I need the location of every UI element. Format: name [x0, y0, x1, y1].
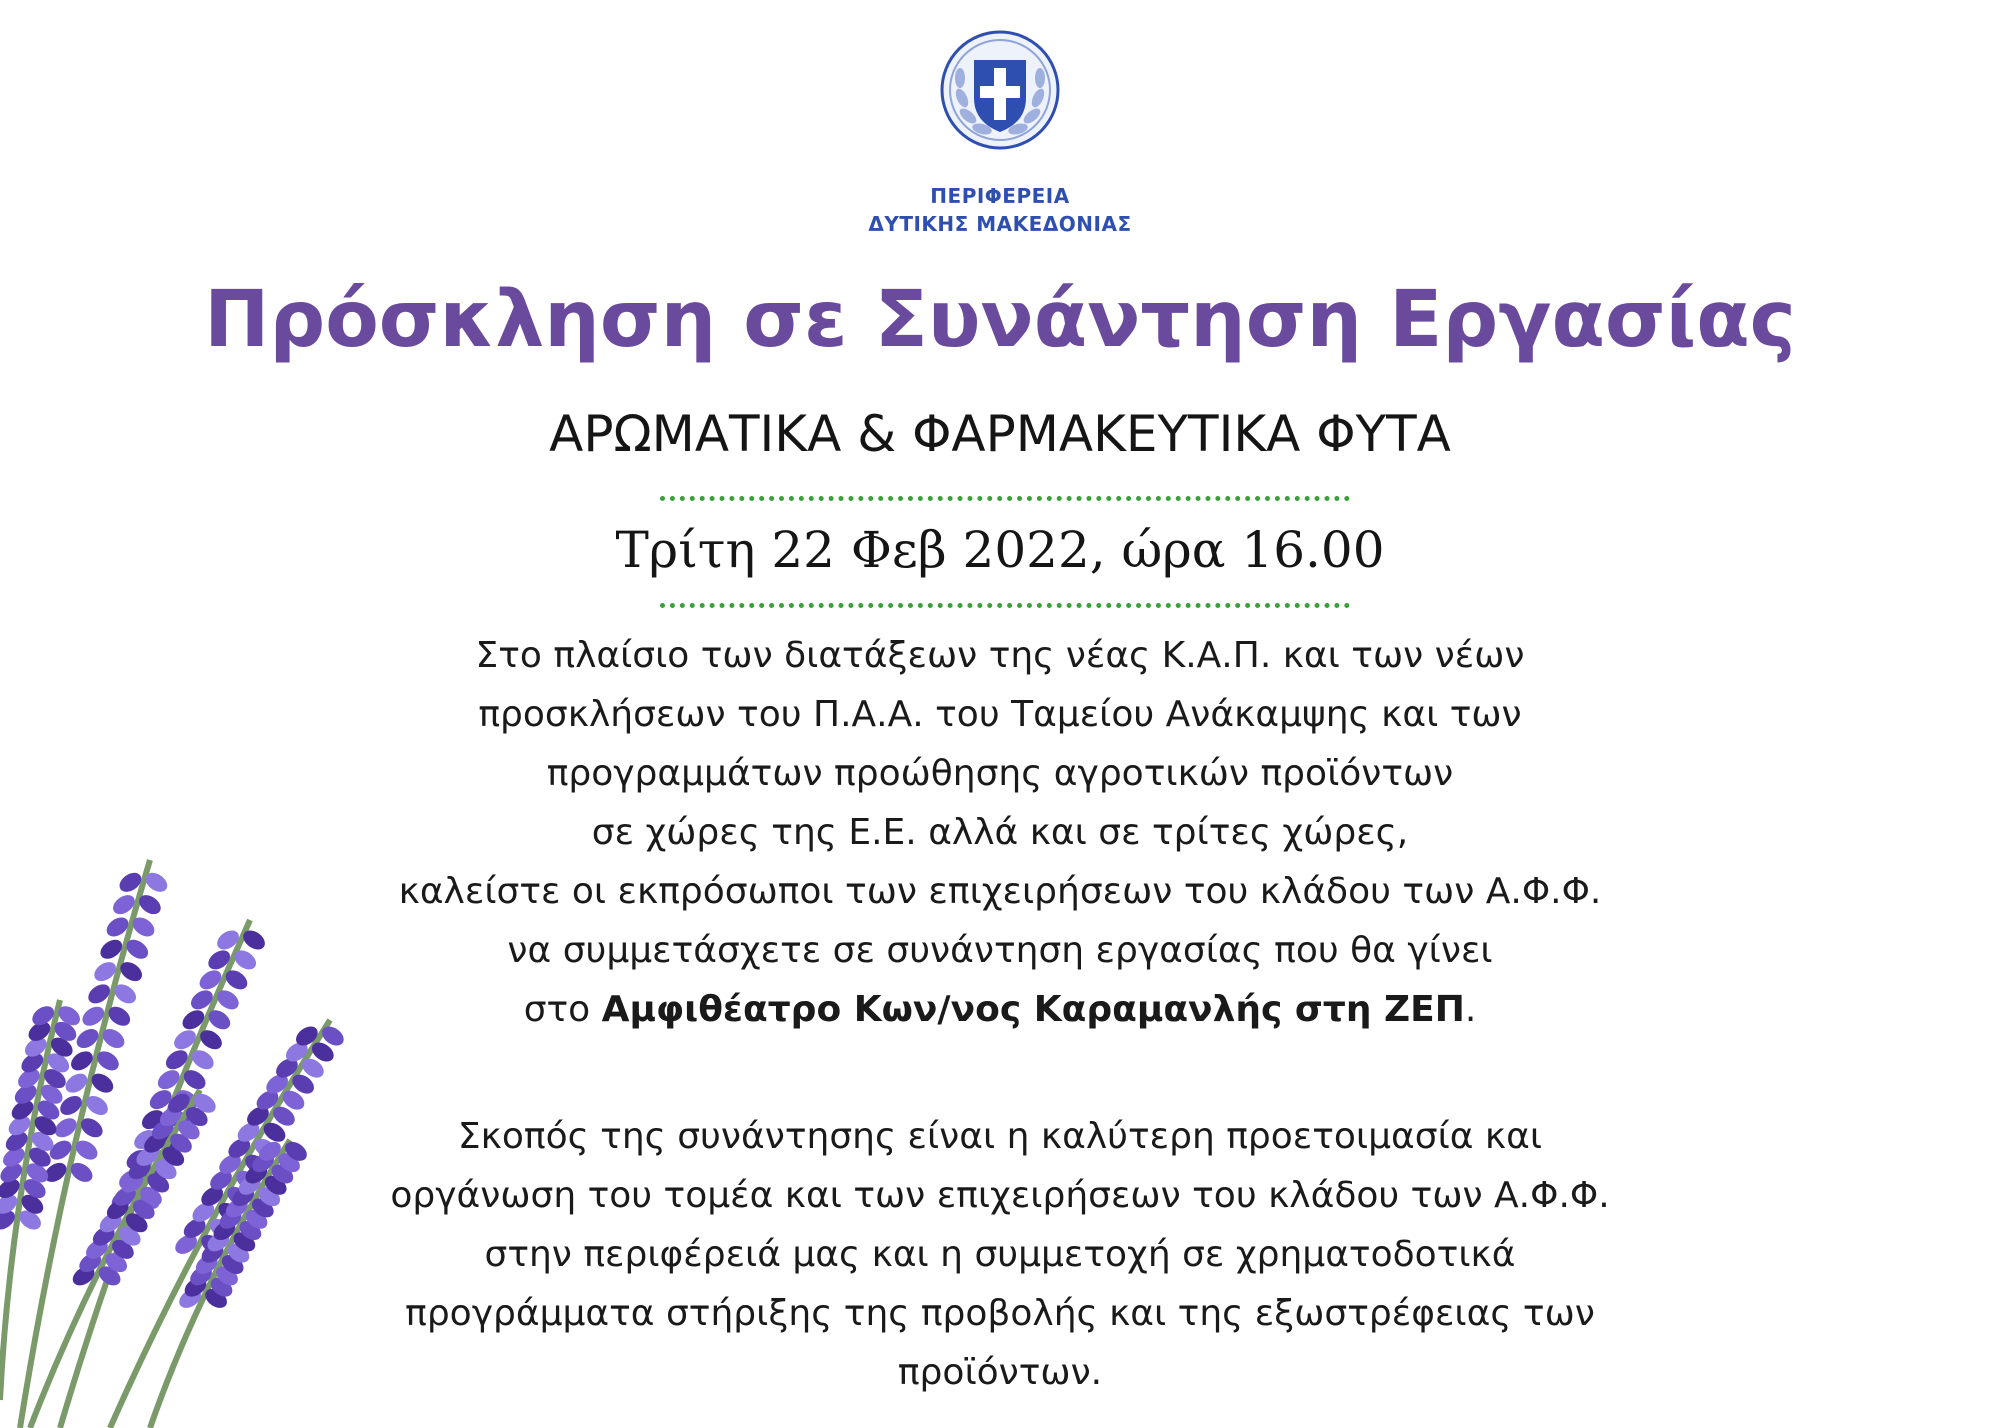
paragraph-line: προσκλήσεων του Π.Α.Α. του Ταμείου Ανάκαμψης και των [478, 694, 1522, 735]
paragraph-line: προϊόντων. [897, 1352, 1103, 1393]
paragraph-line: οργάνωση του τομέα και των επιχειρήσεων του κλάδου των Α.Φ.Φ. [390, 1175, 1610, 1216]
paragraph-line: προγραμμάτων προώθησης αγροτικών προϊόντων [546, 753, 1454, 794]
dotted-divider-bottom [660, 603, 1350, 608]
region-line-1: ΠΕΡΙΦΕΡΕΙΑ [930, 184, 1070, 208]
greek-cross-emblem-icon [938, 28, 1062, 152]
paragraph-line: σε χώρες της Ε.Ε. αλλά και σε τρίτες χώρες, [591, 812, 1409, 853]
lavender-flowers-icon [0, 840, 380, 1428]
region-name [800, 182, 1200, 238]
venue-prefix: στο [523, 989, 602, 1030]
region-line-2: ΔΥΤΙΚΗΣ ΜΑΚΕΔΟΝΙΑΣ [868, 212, 1132, 236]
event-date: Τρίτη 22 Φεβ 2022, ώρα 16.00 [615, 521, 1385, 579]
paragraph-line: καλείστε οι εκπρόσωποι των επιχειρήσεων του κλάδου των Α.Φ.Φ. [398, 871, 1602, 912]
venue-suffix: . [1464, 989, 1477, 1030]
paragraph-line: να συμμετάσχετε σε συνάντηση εργασίας που θα γίνει [507, 930, 1493, 971]
venue-name: Αμφιθέατρο Κων/νος Καραμανλής στη ΖΕΠ [601, 989, 1465, 1030]
paragraph-line: προγράμματα στήριξης της προβολής και της εξωστρέφειας των [405, 1293, 1595, 1334]
paragraph-line: Στο πλαίσιο των διατάξεων της νέας Κ.Α.Π. και των νέων [475, 635, 1525, 676]
dotted-divider-top [660, 496, 1350, 501]
page-title: Πρόσκληση σε Συνάντηση Εργασίας [204, 275, 1796, 365]
paragraph-line: στην περιφέρειά μας και η συμμετοχή σε χρηματοδοτικά [484, 1234, 1516, 1275]
subtitle: ΑΡΩΜΑΤΙΚΑ & ΦΑΡΜΑΚΕΥΤΙΚΑ ΦΥΤΑ [549, 405, 1451, 463]
paragraph-line: Σκοπός της συνάντησης είναι η καλύτερη προετοιμασία και [457, 1116, 1543, 1157]
